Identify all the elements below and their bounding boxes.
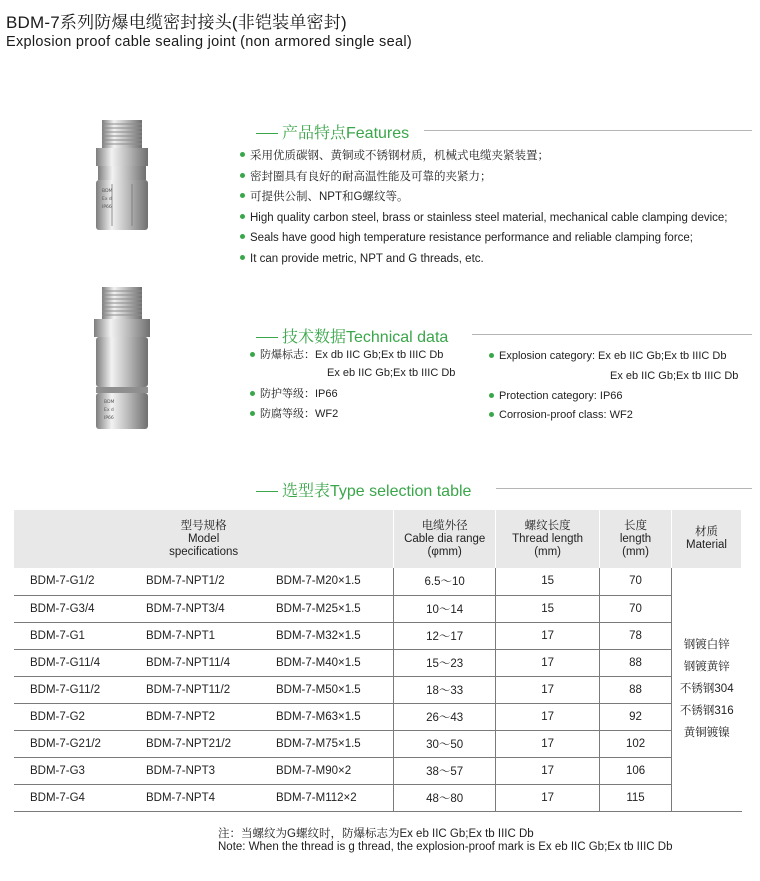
tech-en-protection-text: Protection category: IP66 xyxy=(499,390,623,402)
cell-thread: 15 xyxy=(496,568,600,595)
table-row xyxy=(14,757,742,784)
feature-text: It can provide metric, NPT and G threads, etc. xyxy=(250,252,484,265)
tech-cn-protection-text: 防护等级：IP66 xyxy=(260,388,338,400)
heading-rule xyxy=(424,130,752,131)
cell-length: 92 xyxy=(600,703,672,730)
features-list xyxy=(240,146,760,269)
tech-en-explosion-1: Explosion category: Ex eb IIC Gb;Ex tb IIIC Db xyxy=(499,350,727,362)
material-item: 钢镀黄锌 xyxy=(683,661,730,674)
header-length-unit: (mm) xyxy=(622,545,649,558)
model-npt: BDM-7-NPT11/4 xyxy=(146,656,231,669)
cell-dia: 10～14 xyxy=(394,595,496,622)
cell-thread: 17 xyxy=(496,703,600,730)
cell-model xyxy=(14,622,394,649)
cell-length: 115 xyxy=(600,784,672,811)
technical-heading xyxy=(256,324,448,347)
table-row xyxy=(14,649,742,676)
cell-model xyxy=(14,595,394,622)
cell-dia: 6.5～10 xyxy=(394,568,496,595)
product-image-short xyxy=(82,118,162,236)
svg-text:IP66: IP66 xyxy=(104,416,114,421)
cell-dia: 30～50 xyxy=(394,730,496,757)
cell-length: 88 xyxy=(600,649,672,676)
feature-item xyxy=(240,187,760,208)
tech-en-explosion xyxy=(489,348,726,365)
tech-en-explosion-2: Ex eb IIC Gb;Ex tb IIIC Db xyxy=(610,370,739,382)
model-g: BDM-7-G3/4 xyxy=(30,602,95,615)
model-npt: BDM-7-NPT2 xyxy=(146,710,216,723)
header-material xyxy=(672,510,742,568)
model-g: BDM-7-G2 xyxy=(30,710,85,723)
note-cn: 注：当螺纹为G螺纹时，防爆标志为Ex eb IIC Gb;Ex tb IIIC Db xyxy=(218,828,534,840)
material-item: 不锈钢304 xyxy=(679,683,734,696)
table-row xyxy=(14,703,742,730)
svg-text:BDM: BDM xyxy=(102,189,113,194)
model-npt: BDM-7-NPT4 xyxy=(146,791,216,804)
material-item: 钢镀白锌 xyxy=(683,639,730,652)
bullet-icon xyxy=(240,173,245,178)
bullet-icon xyxy=(489,353,494,358)
feature-item xyxy=(240,228,760,249)
cell-thread: 17 xyxy=(496,622,600,649)
heading-dash xyxy=(256,337,278,338)
model-m: BDM-7-M20×1.5 xyxy=(276,575,361,588)
model-g: BDM-7-G1 xyxy=(30,629,85,642)
header-model-en1: Model xyxy=(187,532,220,545)
cell-length: 102 xyxy=(600,730,672,757)
model-npt: BDM-7-NPT1 xyxy=(146,629,216,642)
header-length xyxy=(600,510,672,568)
model-m: BDM-7-M63×1.5 xyxy=(276,710,361,723)
cell-length: 70 xyxy=(600,568,672,595)
model-m: BDM-7-M50×1.5 xyxy=(276,683,361,696)
header-model-cn: 型号规格 xyxy=(180,519,227,532)
selection-table xyxy=(14,510,742,812)
model-m: BDM-7-M40×1.5 xyxy=(276,656,361,669)
cell-material xyxy=(672,568,742,811)
model-m: BDM-7-M25×1.5 xyxy=(276,602,361,615)
header-length-en: length xyxy=(619,532,652,545)
cell-dia: 26～43 xyxy=(394,703,496,730)
table-header-row xyxy=(14,510,742,568)
tech-cn-explosion-2: Ex eb IIC Gb;Ex tb IIIC Db xyxy=(327,367,456,379)
header-thread-cn: 螺纹长度 xyxy=(524,519,571,532)
tech-cn-protection xyxy=(250,386,338,403)
model-m: BDM-7-M90×2 xyxy=(276,764,352,777)
header-dia-en: Cable dia range xyxy=(404,532,486,545)
bullet-icon xyxy=(240,255,245,260)
cell-model xyxy=(14,757,394,784)
cell-model xyxy=(14,649,394,676)
bullet-icon xyxy=(240,234,245,239)
cell-thread: 17 xyxy=(496,757,600,784)
cell-thread: 17 xyxy=(496,676,600,703)
cell-dia: 15～23 xyxy=(394,649,496,676)
svg-text:IP66: IP66 xyxy=(102,205,112,210)
cell-model xyxy=(14,730,394,757)
model-g: BDM-7-G11/2 xyxy=(30,683,101,696)
bullet-icon xyxy=(489,412,494,417)
bullet-icon xyxy=(240,214,245,219)
cell-length: 78 xyxy=(600,622,672,649)
bullet-icon xyxy=(489,393,494,398)
features-heading xyxy=(256,120,409,143)
model-g: BDM-7-G3 xyxy=(30,764,85,777)
tech-cn-explosion-1: 防爆标志：Ex db IIC Gb;Ex tb IIIC Db xyxy=(260,349,444,361)
header-thread xyxy=(496,510,600,568)
material-item: 不锈钢316 xyxy=(679,705,734,718)
model-g: BDM-7-G1/2 xyxy=(30,575,95,588)
cell-thread: 17 xyxy=(496,730,600,757)
table-row xyxy=(14,784,742,811)
page-title-cn: BDM-7系列防爆电缆密封接头(非铠装单密封) xyxy=(6,13,347,32)
model-npt: BDM-7-NPT3 xyxy=(146,764,216,777)
model-npt: BDM-7-NPT11/2 xyxy=(146,683,231,696)
cell-dia: 12～17 xyxy=(394,622,496,649)
cell-length: 106 xyxy=(600,757,672,784)
cell-length: 88 xyxy=(600,676,672,703)
features-heading-text: 产品特点Features xyxy=(282,125,410,142)
header-dia-unit: (φmm) xyxy=(427,545,462,558)
feature-text: 可提供公制、NPT和G螺纹等。 xyxy=(250,191,409,203)
bullet-icon xyxy=(250,352,255,357)
feature-text: 采用优质碳钢、黄铜或不锈钢材质，机械式电缆夹紧装置； xyxy=(250,150,549,162)
feature-item xyxy=(240,146,760,167)
model-g: BDM-7-G11/4 xyxy=(30,656,101,669)
tech-en-corrosion xyxy=(489,407,633,424)
header-model xyxy=(14,510,394,568)
cell-model xyxy=(14,703,394,730)
selection-heading xyxy=(256,478,471,501)
cell-length: 70 xyxy=(600,595,672,622)
svg-text:Ex d: Ex d xyxy=(102,197,112,202)
table-row xyxy=(14,622,742,649)
feature-text: High quality carbon steel, brass or stainless steel material, mechanical cable clamping device; xyxy=(250,211,728,224)
selection-heading-text: 选型表Type selection table xyxy=(282,483,472,500)
table-row xyxy=(14,730,742,757)
table-row xyxy=(14,595,742,622)
heading-rule xyxy=(496,488,752,489)
model-npt: BDM-7-NPT1/2 xyxy=(146,575,225,588)
heading-dash xyxy=(256,133,278,134)
feature-text: Seals have good high temperature resistance performance and reliable clamping force; xyxy=(250,232,694,244)
cell-model xyxy=(14,784,394,811)
model-npt: BDM-7-NPT21/2 xyxy=(146,737,231,750)
model-g: BDM-7-G21/2 xyxy=(30,737,101,750)
svg-text:BDM: BDM xyxy=(104,400,115,405)
heading-dash xyxy=(256,491,278,492)
cell-thread: 17 xyxy=(496,649,600,676)
cell-model xyxy=(14,676,394,703)
header-length-cn: 长度 xyxy=(624,519,648,532)
cell-model xyxy=(14,568,394,595)
technical-heading-text: 技术数据Technical data xyxy=(282,329,449,346)
bullet-icon xyxy=(250,411,255,416)
header-model-en2: specifications xyxy=(169,545,239,558)
cell-thread: 17 xyxy=(496,784,600,811)
bullet-icon xyxy=(240,193,245,198)
header-dia-cn: 电缆外径 xyxy=(421,519,468,532)
material-item: 黄铜镀镍 xyxy=(683,727,730,740)
model-npt: BDM-7-NPT3/4 xyxy=(146,602,225,615)
header-material-cn: 材质 xyxy=(695,526,718,538)
model-m: BDM-7-M75×1.5 xyxy=(276,737,361,750)
product-image-long xyxy=(82,285,162,433)
tech-en-protection xyxy=(489,388,623,405)
feature-text: 密封圈具有良好的耐高温性能及可靠的夹紧力； xyxy=(250,170,492,183)
bullet-icon xyxy=(250,391,255,396)
svg-text:Ex d: Ex d xyxy=(104,408,114,413)
tech-cn-corrosion-text: 防腐等级：WF2 xyxy=(260,408,339,420)
tech-cn-corrosion xyxy=(250,406,338,423)
heading-rule xyxy=(472,334,752,335)
bullet-icon xyxy=(240,152,245,157)
header-thread-en: Thread length xyxy=(512,532,584,545)
page-title-en: Explosion proof cable sealing joint (non armored single seal) xyxy=(6,34,412,50)
header-material-en: Material xyxy=(686,539,727,551)
note-en: Note: When the thread is g thread, the explosion-proof mark is Ex eb IIC Gb;Ex tb IIIC Db xyxy=(218,841,673,853)
table-row xyxy=(14,568,742,595)
table-row xyxy=(14,676,742,703)
model-g: BDM-7-G4 xyxy=(30,791,85,804)
model-m: BDM-7-M112×2 xyxy=(276,791,357,804)
header-dia xyxy=(394,510,496,568)
model-m: BDM-7-M32×1.5 xyxy=(276,629,361,642)
cell-dia: 38～57 xyxy=(394,757,496,784)
cell-dia: 18～33 xyxy=(394,676,496,703)
tech-en-corrosion-text: Corrosion-proof class: WF2 xyxy=(499,409,633,421)
feature-item xyxy=(240,249,760,270)
cell-dia: 48～80 xyxy=(394,784,496,811)
feature-item xyxy=(240,208,760,229)
tech-cn-explosion xyxy=(250,347,443,364)
cell-thread: 15 xyxy=(496,595,600,622)
header-thread-unit: (mm) xyxy=(534,545,562,558)
feature-item xyxy=(240,167,760,188)
